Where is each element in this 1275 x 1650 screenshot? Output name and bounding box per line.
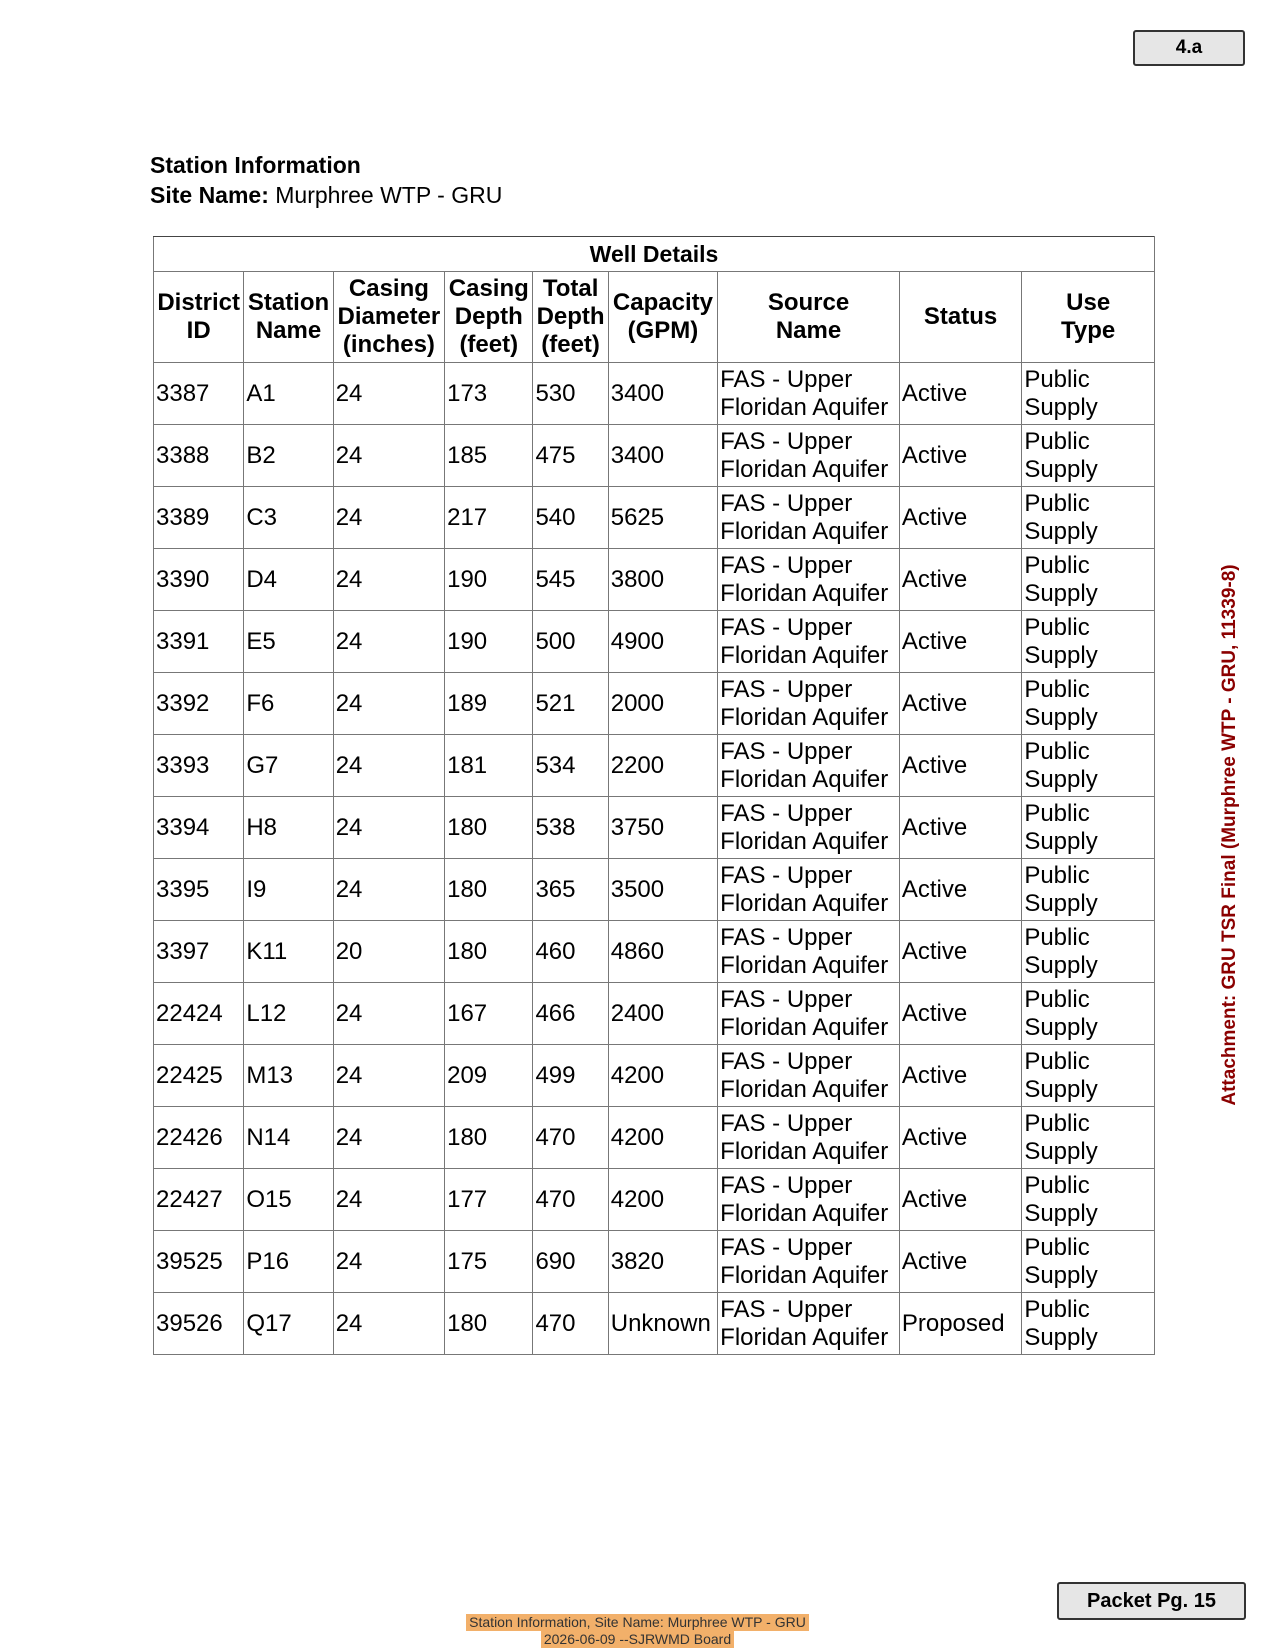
table-cell: Active bbox=[899, 983, 1021, 1045]
table-cell bbox=[1022, 797, 1155, 859]
table-cell bbox=[1022, 921, 1155, 983]
table-cell-line: Supply bbox=[1024, 889, 1098, 917]
table-cell bbox=[718, 859, 900, 921]
table-cell: D4 bbox=[244, 549, 333, 611]
table-cell: I9 bbox=[244, 859, 333, 921]
table-cell: 3394 bbox=[154, 797, 244, 859]
packet-page-number: Packet Pg. 15 bbox=[1057, 1582, 1246, 1620]
table-cell: 180 bbox=[445, 1107, 533, 1169]
column-header-line: Name bbox=[775, 317, 842, 344]
table-cell: Proposed bbox=[899, 1293, 1021, 1355]
column-header-line: Name bbox=[255, 317, 322, 344]
column-header-line: Capacity bbox=[612, 289, 713, 316]
table-cell-line: Public bbox=[1024, 1047, 1090, 1075]
table-cell: 534 bbox=[533, 735, 608, 797]
table-cell: 24 bbox=[333, 1045, 444, 1107]
table-cell: 180 bbox=[445, 859, 533, 921]
table-cell-line: Public bbox=[1024, 737, 1090, 765]
table-cell: 3395 bbox=[154, 859, 244, 921]
table-cell-line: Floridan Aquifer bbox=[720, 827, 889, 855]
column-header bbox=[154, 272, 244, 363]
table-cell-line: Public bbox=[1024, 675, 1090, 703]
table-cell: 460 bbox=[533, 921, 608, 983]
table-cell: 3500 bbox=[608, 859, 717, 921]
table-cell: 2400 bbox=[608, 983, 717, 1045]
table-cell: Active bbox=[899, 1045, 1021, 1107]
column-header bbox=[1022, 272, 1155, 363]
table-cell bbox=[1022, 1045, 1155, 1107]
table-cell bbox=[1022, 549, 1155, 611]
table-cell-line: Supply bbox=[1024, 765, 1098, 793]
table-cell: Active bbox=[899, 425, 1021, 487]
table-cell: 24 bbox=[333, 1107, 444, 1169]
column-header bbox=[899, 272, 1021, 363]
site-name-line bbox=[150, 180, 502, 210]
table-cell bbox=[1022, 735, 1155, 797]
table-row bbox=[154, 983, 1155, 1045]
table-row bbox=[154, 487, 1155, 549]
table-cell-line: FAS - Upper bbox=[720, 861, 853, 889]
table-cell: 181 bbox=[445, 735, 533, 797]
table-cell: 173 bbox=[445, 363, 533, 425]
table-cell: Active bbox=[899, 363, 1021, 425]
table-cell: 4200 bbox=[608, 1169, 717, 1231]
table-cell: 3388 bbox=[154, 425, 244, 487]
table-cell: 470 bbox=[533, 1293, 608, 1355]
table-cell: 22424 bbox=[154, 983, 244, 1045]
footer-line-1: Station Information, Site Name: Murphree WTP - GRU bbox=[466, 1614, 809, 1631]
table-cell: N14 bbox=[244, 1107, 333, 1169]
table-cell: P16 bbox=[244, 1231, 333, 1293]
table-cell-line: Floridan Aquifer bbox=[720, 393, 889, 421]
table-cell bbox=[718, 673, 900, 735]
column-header-line: (GPM) bbox=[627, 317, 699, 344]
table-caption: Well Details bbox=[154, 237, 1155, 272]
column-header-line: (inches) bbox=[342, 331, 435, 358]
table-cell: 3387 bbox=[154, 363, 244, 425]
table-cell bbox=[1022, 983, 1155, 1045]
table-cell-line: Floridan Aquifer bbox=[720, 517, 889, 545]
table-cell-line: Floridan Aquifer bbox=[720, 1199, 889, 1227]
table-cell-line: Supply bbox=[1024, 641, 1098, 669]
column-header-line: Depth bbox=[536, 303, 605, 330]
table-cell: 4200 bbox=[608, 1045, 717, 1107]
table-cell bbox=[718, 1045, 900, 1107]
table-cell: H8 bbox=[244, 797, 333, 859]
table-cell: Unknown bbox=[608, 1293, 717, 1355]
table-cell: 175 bbox=[445, 1231, 533, 1293]
table-cell bbox=[1022, 611, 1155, 673]
page-title: Station Information bbox=[150, 152, 361, 178]
table-cell-line: FAS - Upper bbox=[720, 737, 853, 765]
table-cell: 538 bbox=[533, 797, 608, 859]
column-header bbox=[533, 272, 608, 363]
table-cell: Active bbox=[899, 1169, 1021, 1231]
table-cell: 39525 bbox=[154, 1231, 244, 1293]
table-cell-line: FAS - Upper bbox=[720, 1109, 853, 1137]
column-header-line: Casing bbox=[448, 275, 529, 302]
table-header-row bbox=[154, 272, 1155, 363]
table-cell bbox=[1022, 673, 1155, 735]
table-cell bbox=[718, 735, 900, 797]
table-cell: 3389 bbox=[154, 487, 244, 549]
table-cell-line: Public bbox=[1024, 1109, 1090, 1137]
attachment-note: Attachment: GRU TSR Final (Murphree WTP - GRU, 11339-8) bbox=[1219, 564, 1240, 1106]
table-cell bbox=[1022, 1169, 1155, 1231]
table-cell-line: Public bbox=[1024, 1171, 1090, 1199]
table-row bbox=[154, 1293, 1155, 1355]
table-cell: K11 bbox=[244, 921, 333, 983]
column-header-line: Diameter bbox=[337, 303, 441, 330]
table-cell-line: FAS - Upper bbox=[720, 489, 853, 517]
table-cell: 470 bbox=[533, 1169, 608, 1231]
table-cell-line: Floridan Aquifer bbox=[720, 889, 889, 917]
table-cell bbox=[1022, 425, 1155, 487]
column-header-line: ID bbox=[186, 317, 211, 344]
table-cell bbox=[718, 983, 900, 1045]
column-header-line: Status bbox=[923, 303, 998, 330]
table-cell-line: Supply bbox=[1024, 517, 1098, 545]
table-cell: F6 bbox=[244, 673, 333, 735]
table-cell: Active bbox=[899, 611, 1021, 673]
table-cell-line: Public bbox=[1024, 1295, 1090, 1323]
table-cell: 500 bbox=[533, 611, 608, 673]
table-cell-line: FAS - Upper bbox=[720, 613, 853, 641]
table-cell-line: Floridan Aquifer bbox=[720, 703, 889, 731]
table-cell: 180 bbox=[445, 921, 533, 983]
table-cell-line: Supply bbox=[1024, 951, 1098, 979]
table-cell: M13 bbox=[244, 1045, 333, 1107]
table-cell: 4860 bbox=[608, 921, 717, 983]
table-cell: 24 bbox=[333, 611, 444, 673]
table-cell-line: Supply bbox=[1024, 1199, 1098, 1227]
table-cell: 24 bbox=[333, 1231, 444, 1293]
table-cell-line: FAS - Upper bbox=[720, 675, 853, 703]
column-header-line: (feet) bbox=[541, 331, 600, 358]
table-cell: 189 bbox=[445, 673, 533, 735]
table-cell: E5 bbox=[244, 611, 333, 673]
table-cell: 3392 bbox=[154, 673, 244, 735]
table-cell: 3393 bbox=[154, 735, 244, 797]
table-cell-line: Supply bbox=[1024, 703, 1098, 731]
table-cell-line: Floridan Aquifer bbox=[720, 765, 889, 793]
table-cell bbox=[718, 611, 900, 673]
table-cell: 177 bbox=[445, 1169, 533, 1231]
table-cell: 24 bbox=[333, 425, 444, 487]
table-row bbox=[154, 611, 1155, 673]
table-cell-line: FAS - Upper bbox=[720, 985, 853, 1013]
table-cell-line: FAS - Upper bbox=[720, 923, 853, 951]
table-cell: 5625 bbox=[608, 487, 717, 549]
table-cell: 3800 bbox=[608, 549, 717, 611]
table-cell: 470 bbox=[533, 1107, 608, 1169]
table-cell-line: FAS - Upper bbox=[720, 365, 853, 393]
table-cell-line: FAS - Upper bbox=[720, 1171, 853, 1199]
table-row bbox=[154, 1107, 1155, 1169]
table-cell-line: Public bbox=[1024, 799, 1090, 827]
table-cell bbox=[718, 425, 900, 487]
table-cell: L12 bbox=[244, 983, 333, 1045]
table-cell: Q17 bbox=[244, 1293, 333, 1355]
table-cell: 365 bbox=[533, 859, 608, 921]
table-cell: 4200 bbox=[608, 1107, 717, 1169]
table-cell-line: FAS - Upper bbox=[720, 799, 853, 827]
footer bbox=[0, 1614, 1275, 1648]
table-cell: 540 bbox=[533, 487, 608, 549]
table-cell: 475 bbox=[533, 425, 608, 487]
table-cell: 3400 bbox=[608, 425, 717, 487]
table-cell: A1 bbox=[244, 363, 333, 425]
site-name-label: Site Name: bbox=[150, 182, 269, 208]
table-cell: 24 bbox=[333, 1293, 444, 1355]
column-header bbox=[608, 272, 717, 363]
table-cell bbox=[1022, 363, 1155, 425]
column-header-line: Station bbox=[247, 289, 330, 316]
table-cell: Active bbox=[899, 1231, 1021, 1293]
table-cell: Active bbox=[899, 1107, 1021, 1169]
table-row bbox=[154, 921, 1155, 983]
site-name-value: Murphree WTP - GRU bbox=[268, 182, 503, 208]
column-header-line: Source bbox=[767, 289, 850, 316]
table-cell: 24 bbox=[333, 1169, 444, 1231]
table-cell: 3391 bbox=[154, 611, 244, 673]
table-cell-line: Supply bbox=[1024, 1261, 1098, 1289]
table-row bbox=[154, 363, 1155, 425]
table-cell: 545 bbox=[533, 549, 608, 611]
table-cell bbox=[1022, 859, 1155, 921]
table-cell-line: Floridan Aquifer bbox=[720, 455, 889, 483]
table-row bbox=[154, 673, 1155, 735]
column-header-line: Depth bbox=[454, 303, 523, 330]
table-cell-line: Public bbox=[1024, 489, 1090, 517]
table-cell: 190 bbox=[445, 611, 533, 673]
table-cell-line: Floridan Aquifer bbox=[720, 1137, 889, 1165]
table-body bbox=[154, 363, 1155, 1355]
table-cell bbox=[718, 549, 900, 611]
table-cell: 185 bbox=[445, 425, 533, 487]
table-row bbox=[154, 425, 1155, 487]
table-cell: 24 bbox=[333, 735, 444, 797]
table-cell: 24 bbox=[333, 859, 444, 921]
table-cell: 24 bbox=[333, 487, 444, 549]
column-header-line: Casing bbox=[348, 275, 429, 302]
table-cell: 167 bbox=[445, 983, 533, 1045]
table-cell bbox=[1022, 1107, 1155, 1169]
table-cell: 180 bbox=[445, 1293, 533, 1355]
table-cell-line: Supply bbox=[1024, 1013, 1098, 1041]
table-cell: 2000 bbox=[608, 673, 717, 735]
table-cell: 209 bbox=[445, 1045, 533, 1107]
table-cell-line: Supply bbox=[1024, 827, 1098, 855]
table-cell: 24 bbox=[333, 797, 444, 859]
table-cell-line: Floridan Aquifer bbox=[720, 641, 889, 669]
table-cell: 180 bbox=[445, 797, 533, 859]
table-cell-line: Public bbox=[1024, 861, 1090, 889]
table-row bbox=[154, 1169, 1155, 1231]
page-heading bbox=[150, 150, 502, 210]
table-cell-line: Floridan Aquifer bbox=[720, 951, 889, 979]
table-cell: C3 bbox=[244, 487, 333, 549]
table-cell-line: FAS - Upper bbox=[720, 1047, 853, 1075]
table-cell-line: Public bbox=[1024, 551, 1090, 579]
table-row bbox=[154, 1231, 1155, 1293]
table-cell: Active bbox=[899, 549, 1021, 611]
table-cell: 24 bbox=[333, 983, 444, 1045]
table-cell: Active bbox=[899, 487, 1021, 549]
column-header-line: Type bbox=[1061, 317, 1116, 344]
table-cell-line: Public bbox=[1024, 1233, 1090, 1261]
table-cell-line: Floridan Aquifer bbox=[720, 1323, 889, 1351]
table-cell: 22426 bbox=[154, 1107, 244, 1169]
table-cell-line: Floridan Aquifer bbox=[720, 1075, 889, 1103]
table-cell: 3397 bbox=[154, 921, 244, 983]
table-cell-line: FAS - Upper bbox=[720, 1295, 853, 1323]
table-cell: 20 bbox=[333, 921, 444, 983]
table-cell bbox=[718, 1107, 900, 1169]
table-cell bbox=[718, 1293, 900, 1355]
table-cell bbox=[718, 487, 900, 549]
table-cell bbox=[718, 1231, 900, 1293]
table-cell-line: FAS - Upper bbox=[720, 1233, 853, 1261]
column-header bbox=[333, 272, 444, 363]
table-cell-line: FAS - Upper bbox=[720, 551, 853, 579]
table-cell-line: Supply bbox=[1024, 1137, 1098, 1165]
column-header bbox=[718, 272, 900, 363]
table-cell bbox=[1022, 1293, 1155, 1355]
table-row bbox=[154, 859, 1155, 921]
table-cell: 190 bbox=[445, 549, 533, 611]
table-cell: 3750 bbox=[608, 797, 717, 859]
table-cell-line: Public bbox=[1024, 923, 1090, 951]
table-cell: 530 bbox=[533, 363, 608, 425]
table-cell-line: Public bbox=[1024, 613, 1090, 641]
table-cell-line: Public bbox=[1024, 427, 1090, 455]
table-cell: 521 bbox=[533, 673, 608, 735]
table-cell: Active bbox=[899, 859, 1021, 921]
table-cell: G7 bbox=[244, 735, 333, 797]
table-cell: 4900 bbox=[608, 611, 717, 673]
column-header-line: (feet) bbox=[459, 331, 519, 358]
table-cell: Active bbox=[899, 797, 1021, 859]
table-row bbox=[154, 797, 1155, 859]
table-row bbox=[154, 1045, 1155, 1107]
table-cell: Active bbox=[899, 921, 1021, 983]
table-cell-line: Public bbox=[1024, 365, 1090, 393]
table-cell-line: Floridan Aquifer bbox=[720, 1013, 889, 1041]
table-cell: 24 bbox=[333, 363, 444, 425]
table-cell: 3390 bbox=[154, 549, 244, 611]
table-cell-line: Supply bbox=[1024, 1323, 1098, 1351]
table-cell: 690 bbox=[533, 1231, 608, 1293]
table-cell: 39526 bbox=[154, 1293, 244, 1355]
table-cell-line: Supply bbox=[1024, 393, 1098, 421]
footer-line-2: 2026-06-09 --SJRWMD Board bbox=[541, 1631, 734, 1648]
table-cell: 24 bbox=[333, 673, 444, 735]
table-cell bbox=[718, 1169, 900, 1231]
table-cell: 3400 bbox=[608, 363, 717, 425]
column-header-line: Use bbox=[1066, 289, 1111, 316]
column-header bbox=[445, 272, 533, 363]
table-cell: 3820 bbox=[608, 1231, 717, 1293]
table-cell bbox=[1022, 487, 1155, 549]
table-cell: 2200 bbox=[608, 735, 717, 797]
table-cell bbox=[1022, 1231, 1155, 1293]
table-cell: 217 bbox=[445, 487, 533, 549]
column-header-line: Total bbox=[542, 275, 599, 302]
table-cell-line: Supply bbox=[1024, 1075, 1098, 1103]
column-header-line: District bbox=[157, 289, 241, 316]
table-cell-line: Supply bbox=[1024, 455, 1098, 483]
table-cell-line: FAS - Upper bbox=[720, 427, 853, 455]
table-cell: 466 bbox=[533, 983, 608, 1045]
table-cell: 22425 bbox=[154, 1045, 244, 1107]
table-cell bbox=[718, 363, 900, 425]
table-cell: Active bbox=[899, 673, 1021, 735]
table-cell-line: Public bbox=[1024, 985, 1090, 1013]
table-row bbox=[154, 735, 1155, 797]
table-cell bbox=[718, 797, 900, 859]
table-cell: 24 bbox=[333, 549, 444, 611]
table-cell-line: Floridan Aquifer bbox=[720, 579, 889, 607]
table-cell-line: Supply bbox=[1024, 579, 1098, 607]
table-cell: O15 bbox=[244, 1169, 333, 1231]
column-header bbox=[244, 272, 333, 363]
table-cell-line: Floridan Aquifer bbox=[720, 1261, 889, 1289]
table-cell: B2 bbox=[244, 425, 333, 487]
table-cell: 499 bbox=[533, 1045, 608, 1107]
table-cell: 22427 bbox=[154, 1169, 244, 1231]
table-row bbox=[154, 549, 1155, 611]
table-cell bbox=[718, 921, 900, 983]
well-details-table bbox=[153, 236, 1155, 1355]
table-cell: Active bbox=[899, 735, 1021, 797]
agenda-tag: 4.a bbox=[1133, 30, 1245, 66]
